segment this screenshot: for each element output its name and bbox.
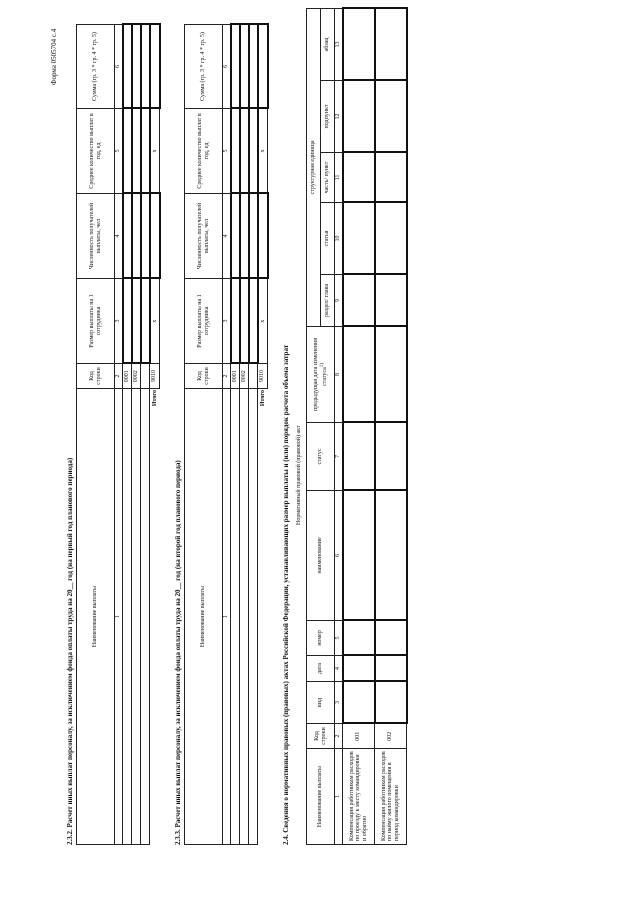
col-num: 12 [335,81,343,153]
h-code: Код строки [307,724,335,749]
h-prev-sup: 1) [319,363,325,368]
h-date: дата [307,656,335,682]
col-num: 5 [335,621,343,656]
col-num: 4 [223,194,231,279]
total-row [258,25,268,845]
table-row [123,25,132,845]
total-x: x [258,279,268,364]
header-name: Наименование выплаты [185,389,223,845]
row-code: 002 [375,724,407,749]
header-code: Код строки [77,364,115,389]
table-231 [76,24,161,846]
col-num: 3 [335,682,343,724]
row-code: 0001 [123,364,132,389]
header-sum: Сумма (гр. 3 * гр. 4 * гр. 5) [185,25,223,109]
header-sum: Сумма (гр. 3 * гр. 4 * гр. 5) [77,25,115,109]
header-avg-count: Среднее количество выплат в год, ед [185,109,223,194]
h-prev-date [307,327,335,423]
col-num: 1 [115,389,123,845]
row-name: Компенсация работникам расходов по найму жилого помещения в период командировки [375,749,407,845]
form-code: Форма 0505704 с.4 [50,28,58,85]
col-num: 3 [223,279,231,364]
section-title-232: 2.3.3. Расчет иных выплат персоналу, за исключением фонда оплаты труда на 20__ год (на второй год планового периода) [174,460,182,845]
total-x: x [258,109,268,194]
col-num: 4 [115,194,123,279]
col-num: 10 [335,203,343,275]
table-row [249,25,258,845]
col-num: 3 [115,279,123,364]
table-232 [184,24,269,846]
col-num: 8 [335,327,343,423]
row-code: 0002 [132,364,141,389]
h-vid: вид [307,682,335,724]
col-num: 7 [335,423,343,491]
total-label: Итого [151,390,158,407]
table-row [132,25,141,845]
h-structure: структурная единица [307,8,321,326]
row-code: 0001 [231,364,240,389]
col-num: 4 [335,656,343,682]
table-row [231,25,240,845]
col-num: 6 [223,25,231,109]
col-num: 11 [335,153,343,203]
col-num: 1 [223,389,231,845]
row-code [249,364,258,389]
header-recipients: Численность получателей выплаты, чел [77,194,115,279]
col-num: 6 [115,25,123,109]
h-statya: статья [321,203,335,275]
col-num: 5 [223,109,231,194]
total-code: 9010 [150,364,160,389]
row-name: Компенсация работникам расходов по проезду к месту командировки и обратно [343,749,375,845]
col-num: 2 [223,364,231,389]
h-prev-text: предыдущая дата изменения статуса [312,338,328,411]
h-name: Наименование выплаты [307,749,335,845]
total-x: x [150,109,160,194]
col-num: 5 [115,109,123,194]
header-size: Размер выплаты на 1 сотрудника [185,279,223,364]
col-num: 2 [115,364,123,389]
section-title-24: 2.4. Сведения о нормативных правовых (правовых) актах Российской Федерации, устанавливающих размер выплаты и (или) порядок расчета объема затрат [282,344,290,845]
col-num: 2 [335,724,343,749]
col-num: 13 [335,8,343,80]
table-row [375,8,407,844]
col-num: 1 [335,749,343,845]
table-24 [306,7,408,845]
total-label: Итого [259,390,266,407]
header-code: Код строки [185,364,223,389]
col-num: 9 [335,275,343,327]
header-name: Наименование выплаты [77,389,115,845]
header-avg-count: Среднее количество выплат в год, ед [77,109,115,194]
table-row [240,25,249,845]
col-num: 6 [335,491,343,621]
table-row [343,8,375,844]
table-row [141,25,150,845]
h-chast: часть/ пункт [321,153,335,203]
header-size: Размер выплаты на 1 сотрудника [77,279,115,364]
h-abzac: абзац [321,8,335,80]
h-num: номер [307,621,335,656]
h-podpunkt: подпункт [321,81,335,153]
section-title-231: 2.3.2. Расчет иных выплат персоналу, за исключением фонда оплаты труда на 20__ год (на первый год планового периода) [66,457,74,845]
header-recipients: Численность получателей выплаты, чел [185,194,223,279]
row-code [141,364,150,389]
h-status: статус [307,423,335,491]
h-razdel: раздел/ глава [321,275,335,327]
group-header-act: Нормативный правовой (правовой) акт [296,425,302,525]
total-x: x [150,279,160,364]
total-row [150,25,160,845]
row-code: 0002 [240,364,249,389]
row-code: 001 [343,724,375,749]
total-code: 9010 [258,364,268,389]
h-title: наименование [307,491,335,621]
